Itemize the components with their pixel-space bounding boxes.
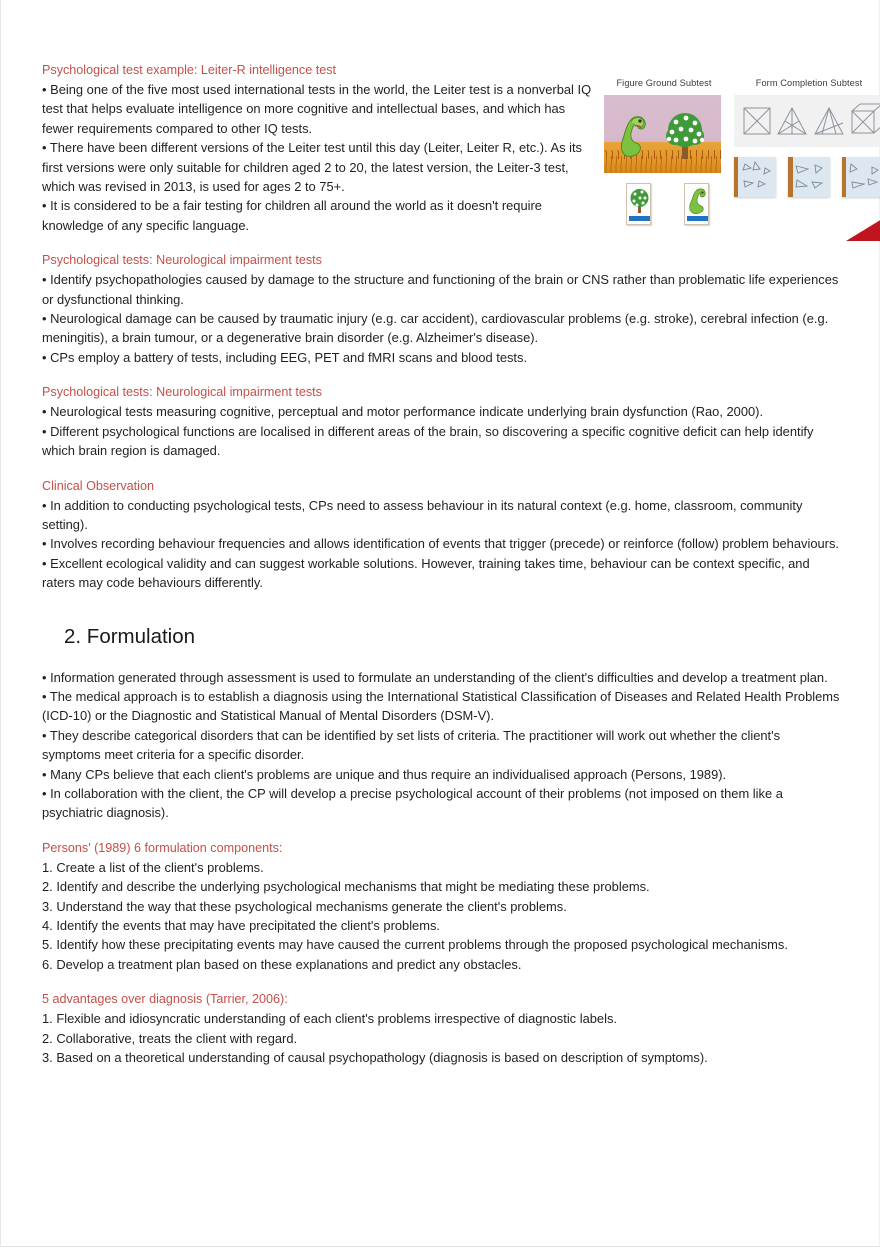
numbered-item: 6. Develop a treatment plan based on these explanations and predict any obstacles. [42, 956, 522, 972]
section-heading: Psychological test example: Leiter-R intelligence test [42, 63, 336, 77]
section-clinical-observation [42, 478, 842, 593]
section-leiter-r [42, 62, 597, 235]
bullet-item: • The medical approach is to establish a diagnosis using the International Statistical Classification of Diseases and Related Health Problems (ICD-10) or the Diagnostic and Statistical Manual of Mental Disorders (DSM-V). [42, 688, 840, 724]
numbered-item: 3. Based on a theoretical understanding of causal psychopathology (diagnosis is based on description of symptoms). [42, 1050, 708, 1066]
bullet-item: • CPs employ a battery of tests, including EEG, PET and fMRI scans and blood tests. [42, 349, 528, 365]
section-neuro-impairment-1 [42, 252, 842, 367]
section-heading: Psychological tests: Neurological impairment tests [42, 385, 322, 400]
numbered-item: 1. Create a list of the client's problems. [42, 859, 264, 875]
red-triangle-decoration [846, 219, 880, 241]
section-formulation [42, 668, 842, 823]
bullet-item: • Involves recording behaviour frequencies and allows identification of events that trigger (precede) or reinforce (follow) problem behaviours. [42, 536, 839, 552]
bullet-item: • Information generated through assessment is used to formulate an understanding of the client's difficulties and develop a treatment plan. [42, 669, 828, 685]
page-title: 2. Formulation [64, 624, 196, 648]
triangle-pieces-card-3 [842, 157, 880, 197]
spacer [42, 823, 842, 840]
bullet-item: • Excellent ecological validity and can suggest workable solutions. However, training takes time, behaviour can be context specific, and raters may code behaviours differently. [42, 555, 810, 591]
bullet-item: • There have been different versions of the Leiter test until this day (Leiter, Leiter R, etc.). As its first versions were only suitable for children aged 2 to 20, the latest version, the Leiter-3 test, which was revised in 2013, is used for ages 2 to 75+. [42, 140, 582, 195]
spacer [42, 367, 842, 384]
numbered-item: 4. Identify the events that may have precipitated the client's problems. [42, 918, 440, 933]
section-advantages [42, 991, 842, 1067]
spacer [42, 593, 842, 623]
bullet-item: • It is considered to be a fair testing for children all around the world as it doesn't require knowledge of any specific language. [42, 198, 542, 233]
bullet-item: • Neurological damage can be caused by traumatic injury (e.g. car accident), cardiovascular problems (e.g. stroke), cerebral infection (e.g. meningitis), a brain tumour, or a degenerative brain disorder (e.g. Alzheimer's disease). [42, 311, 829, 346]
bullet-item: • In collaboration with the client, the CP will develop a precise psychological account of their problems (not imposed on them like a psychiatric diagnosis). [42, 785, 783, 821]
section-formulation-components [42, 840, 842, 974]
bullet-item: • Identify psychopathologies caused by damage to the structure and functioning of the brain or CNS rather than problematic life experiences or dysfunctional thinking. [42, 272, 839, 307]
section-heading: Persons' (1989) 6 formulation components: [42, 840, 283, 855]
numbered-item: 2. Collaborative, treats the client with regard. [42, 1030, 298, 1046]
spacer [42, 974, 842, 991]
section-heading: 5 advantages over diagnosis (Tarrier, 2006): [42, 992, 288, 1007]
document-body [42, 62, 842, 1067]
section-neuro-impairment-2 [42, 384, 842, 460]
spacer [42, 651, 842, 668]
bullet-item: • In addition to conducting psychological tests, CPs need to assess behaviour in its natural context (e.g. home, classroom, community setting). [42, 497, 803, 532]
section-heading: Clinical Observation [42, 478, 154, 493]
figure-ground-title: Figure Ground Subtest [616, 78, 712, 88]
triangle-pieces-icon [842, 157, 880, 197]
section-heading: Psychological tests: Neurological impairment tests [42, 253, 322, 268]
numbered-item: 1. Flexible and idiosyncratic understanding of each client's problems irrespective of diagnostic labels. [42, 1011, 617, 1027]
numbered-item: 5. Identify how these precipitating events may have caused the current problems through the proposed psychological mechanisms. [42, 937, 788, 953]
numbered-item: 3. Understand the way that these psychological mechanisms generate the client's problems. [42, 898, 567, 914]
form-completion-title: Form Completion Subtest [755, 78, 863, 88]
spacer [42, 461, 842, 478]
numbered-item: 2. Identify and describe the underlying psychological mechanisms that might be mediating these problems. [42, 879, 650, 895]
bullet-item: • Being one of the five most used international tests in the world, the Leiter test is a nonverbal IQ test that helps evaluate intelligence on more cognitive and intellectual bases, and which has fewer requirements compared to other IQ tests. [42, 82, 592, 136]
bullet-item: • They describe categorical disorders that can be identified by set lists of criteria. The practitioner will work out whether the client's symptoms meet criteria for a specific disorder. [42, 727, 781, 763]
bullet-item: • Neurological tests measuring cognitive, perceptual and motor performance indicate underlying brain dysfunction (Rao, 2000). [42, 404, 764, 420]
spacer [42, 235, 842, 252]
bullet-item: • Different psychological functions are localised in different areas of the brain, so discovering a specific cognitive deficit can help identify which brain region is damaged. [42, 423, 814, 459]
bullet-item: • Many CPs believe that each client's problems are unique and thus require an individualised approach (Persons, 1989). [42, 766, 727, 782]
